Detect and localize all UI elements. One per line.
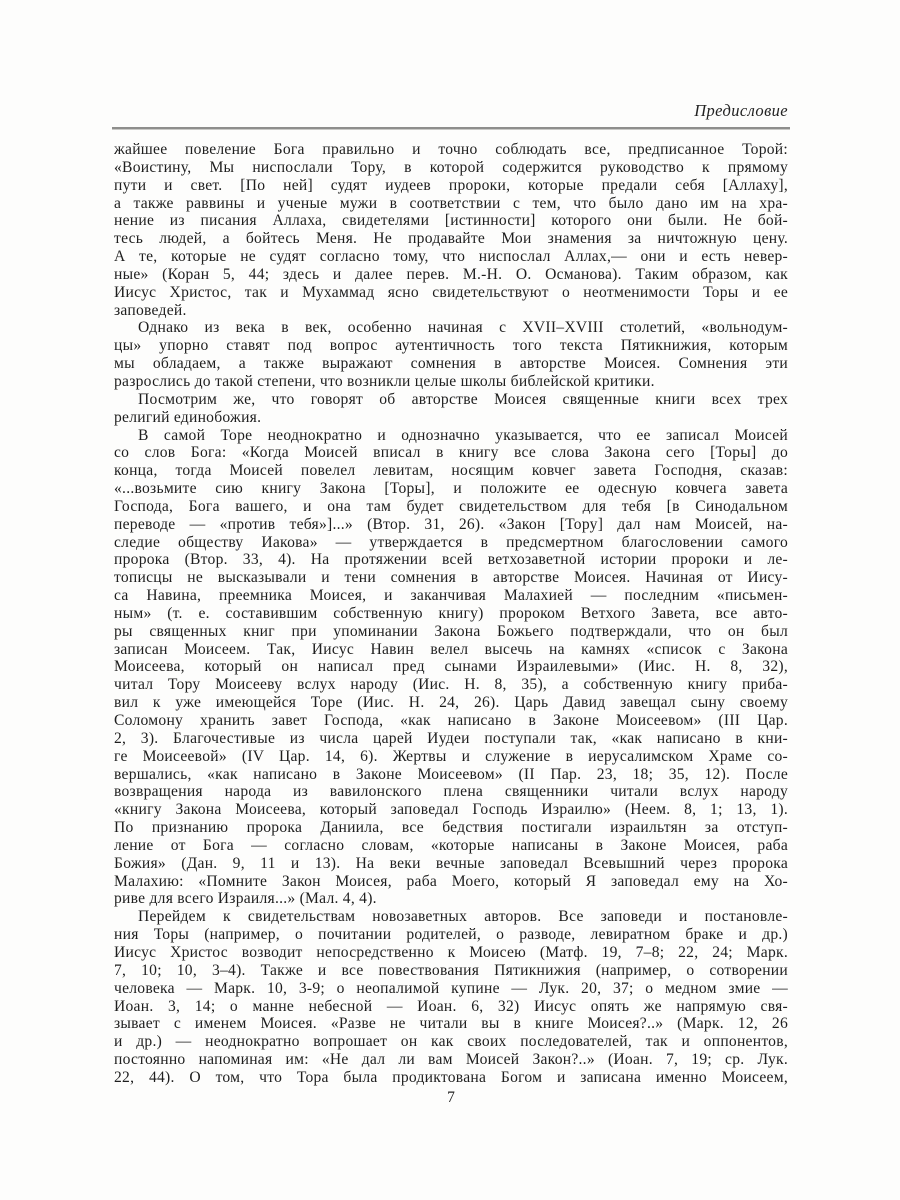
text-line: тесь людей, а бойтесь Меня. Не продавайте Мои знамения за ничтожную цену. [114,230,788,248]
text-line: Соломону хранить завет Господа, «как написано в Законе Моисеевом» (III Цар. [114,712,788,729]
text-line: Моисеева, который он написал пред сынами Израилевыми» (Иис. Н. 8, 32), [114,658,788,676]
text-line: 7, 10; 10, 3–4). Также и все повествования Пятикнижия (например, о сотворении [114,961,788,979]
text-line: записан Моисеем. Так, Иисус Навин велел высечь на камнях «список с Закона [114,640,788,658]
paragraph [114,427,788,909]
text-line: Иисус Христос возводит непосредственно к Моисею (Матф. 19, 7–8; 22, 24; Марк. [114,943,788,961]
text-line: религий единобожия. [114,408,262,426]
text-line: пророка (Втор. 33, 4). На протяжении всей ветхозаветной истории пророки и ле- [114,551,788,569]
text-line: следие обществу Иакова» — утверждается в предсмертном благословении самого [114,533,788,551]
text-line: ление от Бога — согласно словам, «которые написаны в Законе Моисея, раба [114,836,788,854]
text-line: ры священных книг при упоминании Закона Божьего подтверждали, что он был [114,622,788,640]
text-line: Однако из века в век, особенно начиная с XVII–XVIII столетий, «вольнодум- [138,319,788,337]
text-line: цы» упорно ставят под вопрос аутентичность того текста Пятикнижия, которым [114,337,788,355]
text-line: риве для всего Израиля...» (Мал. 4, 4). [114,890,377,908]
text-line: возвращения народа из вавилонского плена священники читали вслух народу [114,783,788,801]
text-line: 2, 3). Благочестивые из числа царей Иудеи поступали так, «как написано в кни- [114,729,788,747]
paragraph [114,391,788,427]
header-rule [112,127,790,130]
text-line: заповедей. [114,301,187,319]
paragraph [114,141,788,319]
text-line: постоянно напоминая им: «Не дал ли вам Моисей Закон?..» (Иоан. 7, 19; ср. Лук. [114,1051,788,1069]
running-header: Предисловие [694,101,788,120]
text-line: переводе — «против тебя»]...» (Втор. 31, 26). «Закон [Тору] дал нам Моисей, на- [114,515,788,533]
text-line: вершались, «как написано в Законе Моисеевом» (II Пар. 23, 18; 35, 12). После [114,765,788,783]
page-number: 7 [447,1089,455,1106]
body-text [114,141,788,1087]
text-line: Божия» (Дан. 9, 11 и 13). На веки вечные заповедал Всевышний через пророка [114,854,788,872]
text-line: пути и свет. [По ней] судят иудеев пророки, которые предали себя [Аллаху], [114,176,788,194]
text-line: тописцы не высказывали и тени сомнения в авторстве Моисея. Начиная от Иису- [114,569,788,587]
text-line: Иоан. 3, 14; о манне небесной — Иоан. 6, 32) Иисус опять же напрямую свя- [114,997,788,1015]
text-line: В самой Торе неоднократно и однозначно указывается, что ее записал Моисей [138,426,788,444]
paragraph [114,908,788,1086]
text-line: и др.) — неоднократно вопрошает он как своих последователей, так и оппонентов, [114,1033,788,1051]
text-line: зывает с именем Моисея. «Разве не читали вы в книге Моисея?..» (Марк. 12, 26 [114,1015,788,1033]
text-line: конца, тогда Моисей повелел левитам, носящим ковчег завета Господня, сказав: [114,462,788,480]
text-line: вил к уже имеющейся Торе (Иис. Н. 24, 26). Царь Давид завещал сыну своему [114,694,788,712]
text-line: мы обладаем, а также выражают сомнения в авторстве Моисея. Сомнения эти [114,355,788,373]
text-line: Иисус Христос, так и Мухаммад ясно свидетельствуют о неотменимости Торы и ее [114,283,788,301]
text-line: разрослись до такой степени, что возникли целые школы библейской критики. [114,372,655,390]
text-line: человека — Марк. 10, 3-9; о неопалимой купине — Лук. 20, 37; о медном змие — [114,979,788,997]
text-line: нение из писания Аллаха, свидетелями [истинности] которого они были. Не бой- [114,212,788,230]
text-line: «...возьмите сию книгу Закона [Торы], и положите ее одесную ковчега завета [114,480,788,498]
text-line: Малахию: «Помните Закон Моисея, раба Моего, который Я заповедал ему на Хо- [114,872,788,890]
text-line: 22, 44). О том, что Тора была продиктована Богом и записана именно Моисеем, [114,1068,788,1086]
text-line: Перейдем к свидетельствам новозаветных авторов. Все заповеди и постановле- [138,908,788,926]
text-line: ным» (т. е. составившим собственную книгу) пророком Ветхого Завета, все авто- [114,604,788,622]
text-line: а также раввины и ученые мужи в соответствии с тем, что было дано им на хра- [114,194,788,212]
text-line: со слов Бога: «Когда Моисей вписал в книгу все слова Закона сего [Торы] до [114,444,788,462]
text-line: ния Торы (например, о почитании родителей, о разводе, левиратном браке и др.) [114,926,788,944]
text-line: ные» (Коран 5, 44; здесь и далее перев. М.-Н. О. Османова). Таким образом, как [114,265,788,283]
text-line: са Навина, преемника Моисея, и заканчивая Малахией — последним «письмен- [114,587,788,605]
text-line: Господа, Бога вашего, и она там будет свидетельством для тебя [в Синодальном [114,497,788,515]
text-line: Посмотрим же, что говорят об авторстве Моисея священные книги всех трех [138,390,788,408]
text-line: По признанию пророка Даниила, все бедствия постигали израильтян за отступ- [114,819,788,837]
text-line: ге Моисеевой» (IV Цар. 14, 6). Жертвы и служение в иерусалимском Храме со- [114,747,788,765]
text-line: А те, которые не судят согласно тому, что ниспослал Аллах,— они и есть невер- [114,248,788,266]
text-line: «Воистину, Мы ниспослали Тору, в которой содержится руководство к прямому [114,158,788,176]
text-line: «книгу Закона Моисеева, который заповедал Господь Израилю» (Неем. 8, 1; 13, 1). [114,801,788,819]
paragraph [114,319,788,390]
text-line: жайшее повеление Бога правильно и точно соблюдать все, предписанное Торой: [114,141,788,158]
text-line: читал Тору Моисееву вслух народу (Иис. Н. 8, 35), а собственную книгу приба- [114,676,788,694]
